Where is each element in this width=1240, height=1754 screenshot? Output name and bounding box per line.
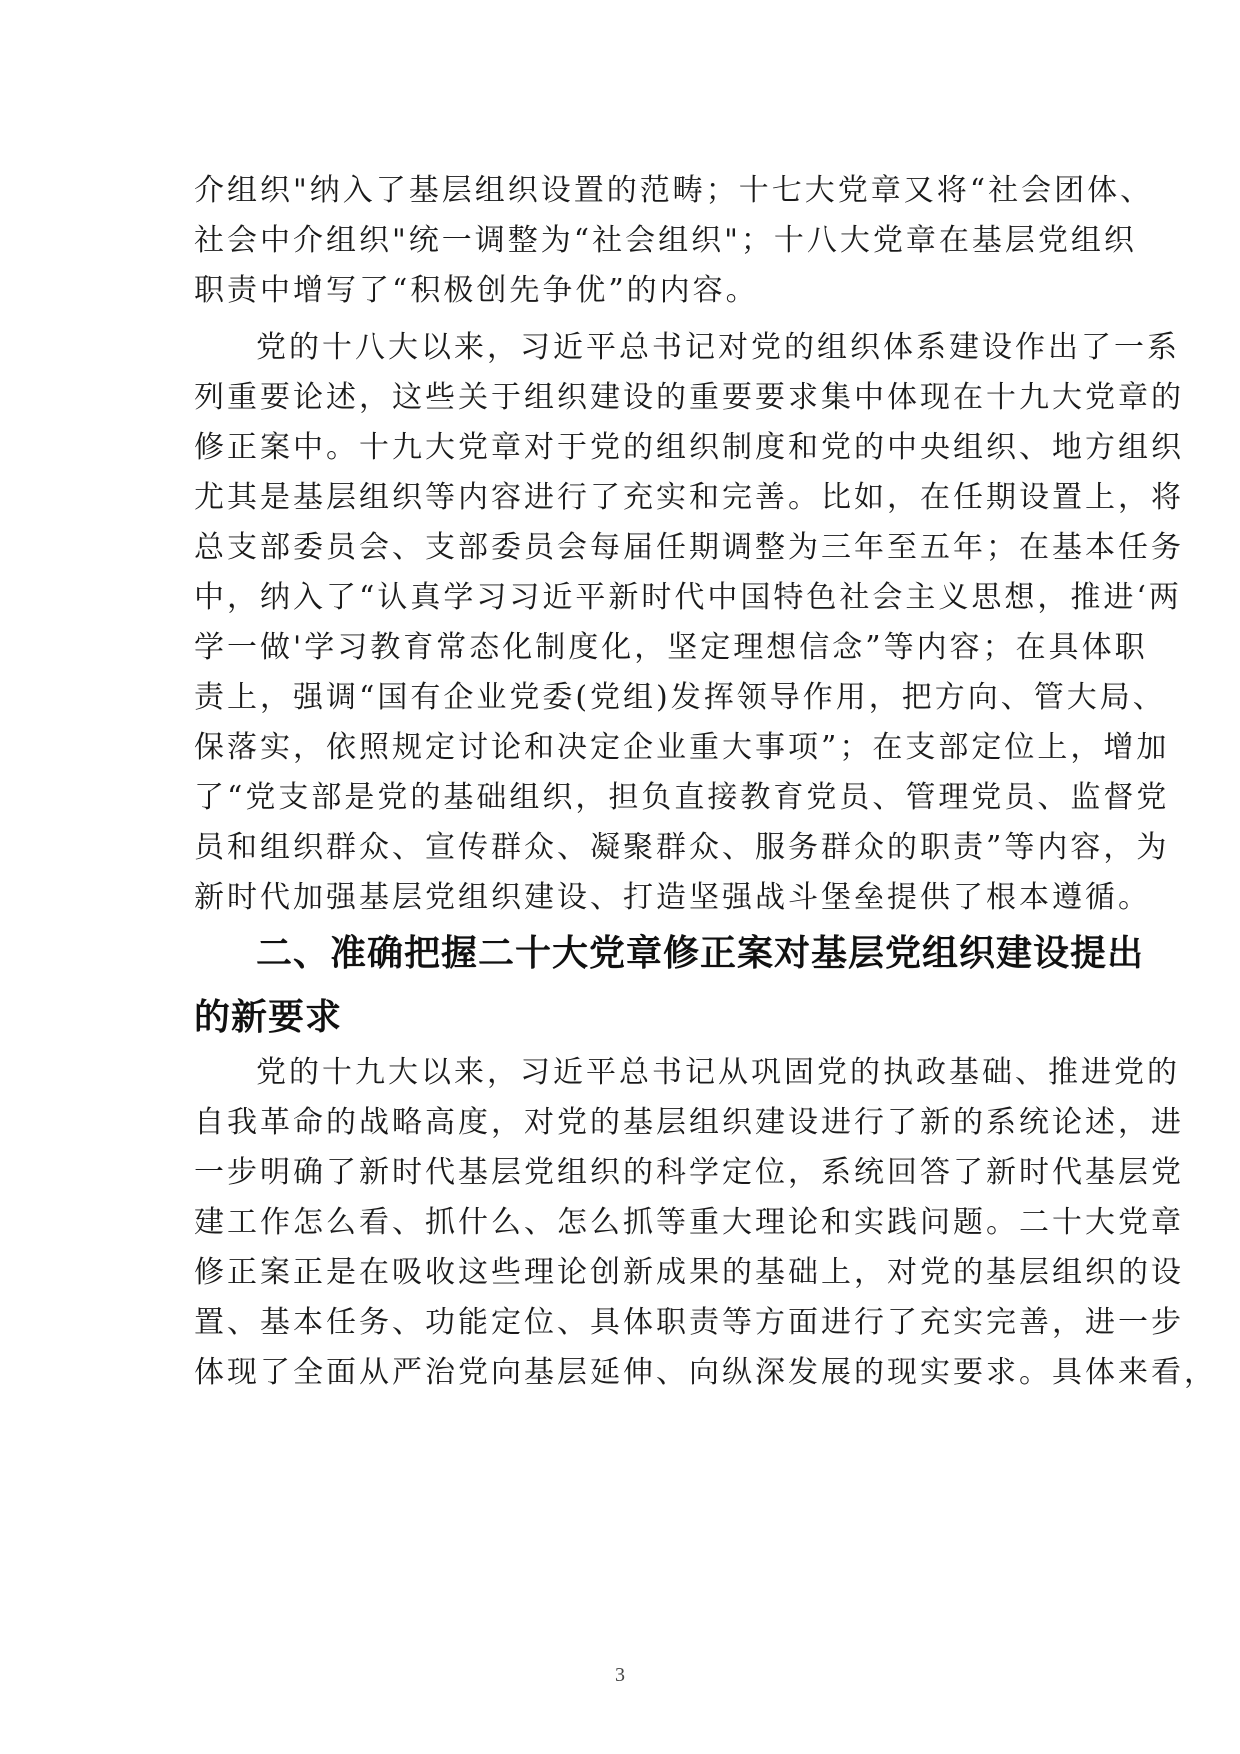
text-line: 了“党支部是党的基础组织，担负直接教育党员、管理党员、监督党 [194,780,1170,815]
text-line: 学一做'学习教育常态化制度化，坚定理想信念”等内容；在具体职 [194,630,1148,665]
text-line: 修正案中。十九大党章对于党的组织制度和党的中央组织、地方组织 [194,430,1184,465]
text-line: 自我革命的战略高度，对党的基层组织建设进行了新的系统论述，进 [194,1105,1184,1140]
paragraph-1 [194,166,1154,316]
paragraph-3 [194,1048,1217,1398]
text-line: 职责中增写了“积极创先争优”的内容。 [194,273,759,308]
text-line: 介组织"纳入了基层组织设置的范畴；十七大党章又将“社会团体、 [194,173,1154,208]
text-line: 尤其是基层组织等内容进行了充实和完善。比如，在任期设置上，将 [194,480,1184,515]
text-line: 新时代加强基层党组织建设、打造坚强战斗堡垒提供了根本遵循。 [194,880,1151,915]
text-line: 体现了全面从严治党向基层延伸、向纵深发展的现实要求。具体来看， [194,1355,1217,1390]
text-line: 责上，强调“国有企业党委(党组)发挥领导作用，把方向、管大局、 [194,680,1166,715]
text-line: 党的十八大以来，习近平总书记对党的组织体系建设作出了一系 [256,330,1180,365]
heading-line: 的新要求 [194,997,343,1038]
text-line: 修正案正是在吸收这些理论创新成果的基础上，对党的基层组织的设 [194,1255,1184,1290]
page-number: 3 [615,1664,625,1686]
text-line: 建工作怎么看、抓什么、怎么抓等重大理论和实践问题。二十大党章 [194,1205,1184,1240]
text-line: 置、基本任务、功能定位、具体职责等方面进行了充实完善，进一步 [194,1305,1184,1340]
text-line: 总支部委员会、支部委员会每届任期调整为三年至五年；在基本任务 [194,530,1184,565]
text-line: 列重要论述，这些关于组织建设的重要要求集中体现在十九大党章的 [194,380,1184,415]
text-line: 一步明确了新时代基层党组织的科学定位，系统回答了新时代基层党 [194,1155,1184,1190]
paragraph-2 [194,323,1184,923]
section-heading [194,922,1145,1050]
text-line: 中，纳入了“认真学习习近平新时代中国特色社会主义思想，推进‘两 [194,580,1182,615]
heading-line: 二、准确把握二十大党章修正案对基层党组织建设提出 [256,933,1145,974]
text-line: 党的十九大以来，习近平总书记从巩固党的执政基础、推进党的 [256,1055,1180,1090]
text-line: 保落实，依照规定讨论和决定企业重大事项”；在支部定位上，增加 [194,730,1170,765]
text-line: 社会中介组织"统一调整为“社会组织"；十八大党章在基层党组织 [194,223,1137,258]
text-line: 员和组织群众、宣传群众、凝聚群众、服务群众的职责”等内容，为 [194,830,1170,865]
